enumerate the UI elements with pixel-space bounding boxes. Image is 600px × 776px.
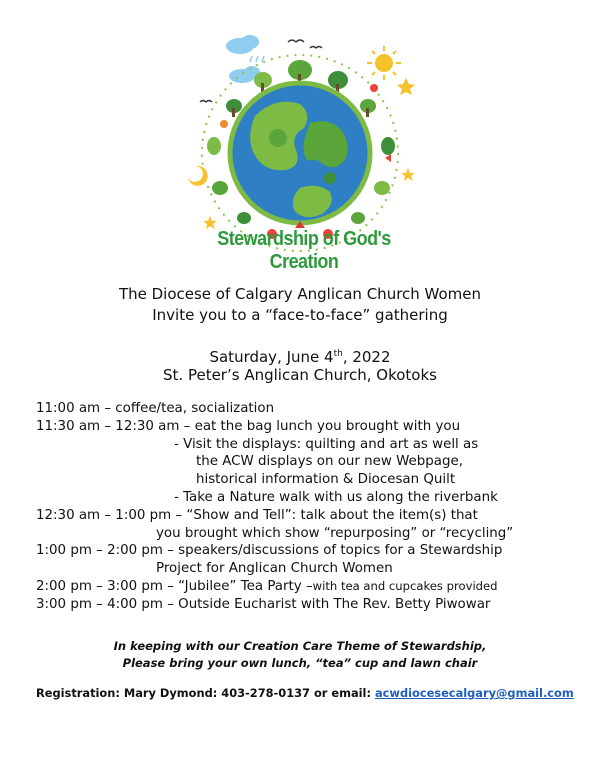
agenda-item: 12:30 am – 1:00 pm – “Show and Tell”: talk about the item(s) that bbox=[36, 507, 478, 523]
logo-title: Stewardship of God's Creation bbox=[217, 228, 391, 273]
registration-label: Registration: Mary Dymond: 403-278-0137 or email: bbox=[36, 686, 375, 700]
event-date-suffix: , 2022 bbox=[342, 348, 391, 366]
event-location: St. Peter’s Anglican Church, Okotoks bbox=[163, 366, 437, 384]
agenda-item-note: with tea and cupcakes provided bbox=[312, 578, 498, 593]
agenda-item bbox=[36, 578, 576, 596]
agenda-item: 11:30 am – 12:30 am – eat the bag lunch you brought with you bbox=[36, 418, 461, 434]
agenda-item: 11:00 am – coffee/tea, socialization bbox=[36, 401, 275, 416]
registration-email-link[interactable]: acwdiocesecalgary@gmail.com bbox=[374, 686, 574, 700]
agenda-item: 3:00 pm – 4:00 pm – Outside Eucharist with The Rev. Betty Piwowar bbox=[36, 596, 491, 612]
cloud-icon bbox=[226, 35, 260, 83]
agenda-subitem: - Visit the displays: quilting and art as well as bbox=[174, 436, 479, 452]
event-date bbox=[0, 344, 600, 367]
intro-line-2: Invite you to a “face-to-face” gathering bbox=[152, 306, 448, 324]
agenda-subitem: Project for Anglican Church Women bbox=[156, 561, 393, 577]
agenda-subitem: - Take a Nature walk with us along the riverbank bbox=[174, 489, 498, 505]
event-date-sup: th bbox=[333, 349, 343, 359]
footer-line-2: Please bring your own lunch, “tea” cup and lawn chair bbox=[122, 656, 478, 670]
sun-icon bbox=[367, 46, 401, 80]
event-date-prefix: Saturday, June 4 bbox=[209, 348, 334, 366]
registration bbox=[36, 686, 576, 700]
agenda-subitem: historical information & Diocesan Quilt bbox=[196, 472, 456, 488]
agenda-item: 1:00 pm – 2:00 pm – speakers/discussions of topics for a Stewardship bbox=[36, 543, 503, 559]
agenda-list bbox=[36, 400, 576, 614]
agenda-subitem: you brought which show “repurposing” or “recycling” bbox=[156, 525, 514, 541]
footer-line-1: In keeping with our Creation Care Theme of Stewardship, bbox=[113, 639, 487, 653]
agenda-subitem: the ACW displays on our new Webpage, bbox=[196, 454, 463, 470]
intro-line-1: The Diocese of Calgary Anglican Church Women bbox=[118, 285, 482, 303]
agenda-item-text: 2:00 pm – 3:00 pm – “Jubilee” Tea Party – bbox=[36, 578, 313, 594]
